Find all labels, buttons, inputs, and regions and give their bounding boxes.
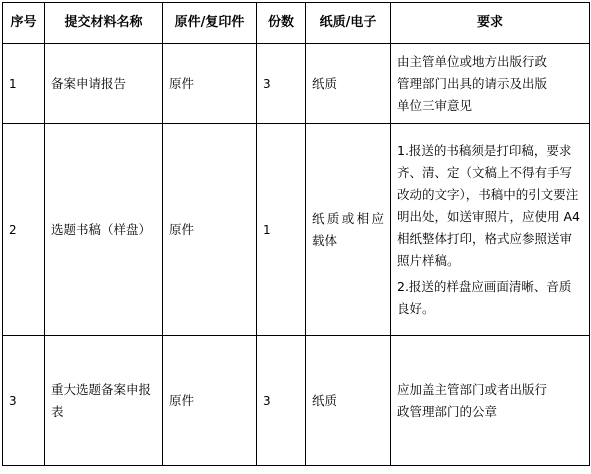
row-copy-type: 原件 <box>163 44 257 124</box>
row-index: 2 <box>3 124 45 336</box>
row-index: 1 <box>3 44 45 124</box>
header-format: 纸质/电子 <box>306 3 391 44</box>
requirement-line: 单位三审意见 <box>397 97 473 113</box>
table-row <box>3 336 590 466</box>
row-format: 纸质 <box>306 44 391 124</box>
header-requirement: 要求 <box>391 3 590 44</box>
row-requirement <box>391 44 590 124</box>
header-material: 提交材料名称 <box>45 3 163 44</box>
row-index: 3 <box>3 336 45 466</box>
requirement-line: 政管理部门的公章 <box>397 403 498 419</box>
row-copy-type: 原件 <box>163 336 257 466</box>
table-row <box>3 44 590 124</box>
header-copy-type: 原件/复印件 <box>163 3 257 44</box>
requirement-line: 由主管单位或地方出版行政 <box>397 53 548 69</box>
row-material: 选题书稿（样盘） <box>45 124 163 336</box>
row-requirement <box>391 124 590 336</box>
row-format: 纸质或相应载体 <box>306 124 391 336</box>
table-row <box>3 124 590 336</box>
header-count: 份数 <box>257 3 306 44</box>
row-count: 3 <box>257 44 306 124</box>
requirement-line: 管理部门出具的请示及出版 <box>397 75 548 91</box>
header-index: 序号 <box>3 3 45 44</box>
row-requirement <box>391 336 590 466</box>
row-format: 纸质 <box>306 336 391 466</box>
requirement-paragraph: 2.报送的样盘应画面清晰、音质良好。 <box>397 278 572 316</box>
row-material: 重大选题备案申报表 <box>45 336 163 466</box>
materials-table <box>2 2 590 466</box>
row-copy-type: 原件 <box>163 124 257 336</box>
table-header-row <box>3 3 590 44</box>
row-count: 1 <box>257 124 306 336</box>
row-count: 3 <box>257 336 306 466</box>
requirement-paragraph: 1.报送的书稿须是打印稿，要求齐、清、定（文稿上不得有手写改动的文字），书稿中的引文要注明出处，如送审照片，应使用 A4 相纸整体打印，格式应参照送审照片样稿。 <box>397 142 580 268</box>
requirement-line: 应加盖主管部门或者出版行 <box>397 381 548 397</box>
row-material: 备案申请报告 <box>45 44 163 124</box>
